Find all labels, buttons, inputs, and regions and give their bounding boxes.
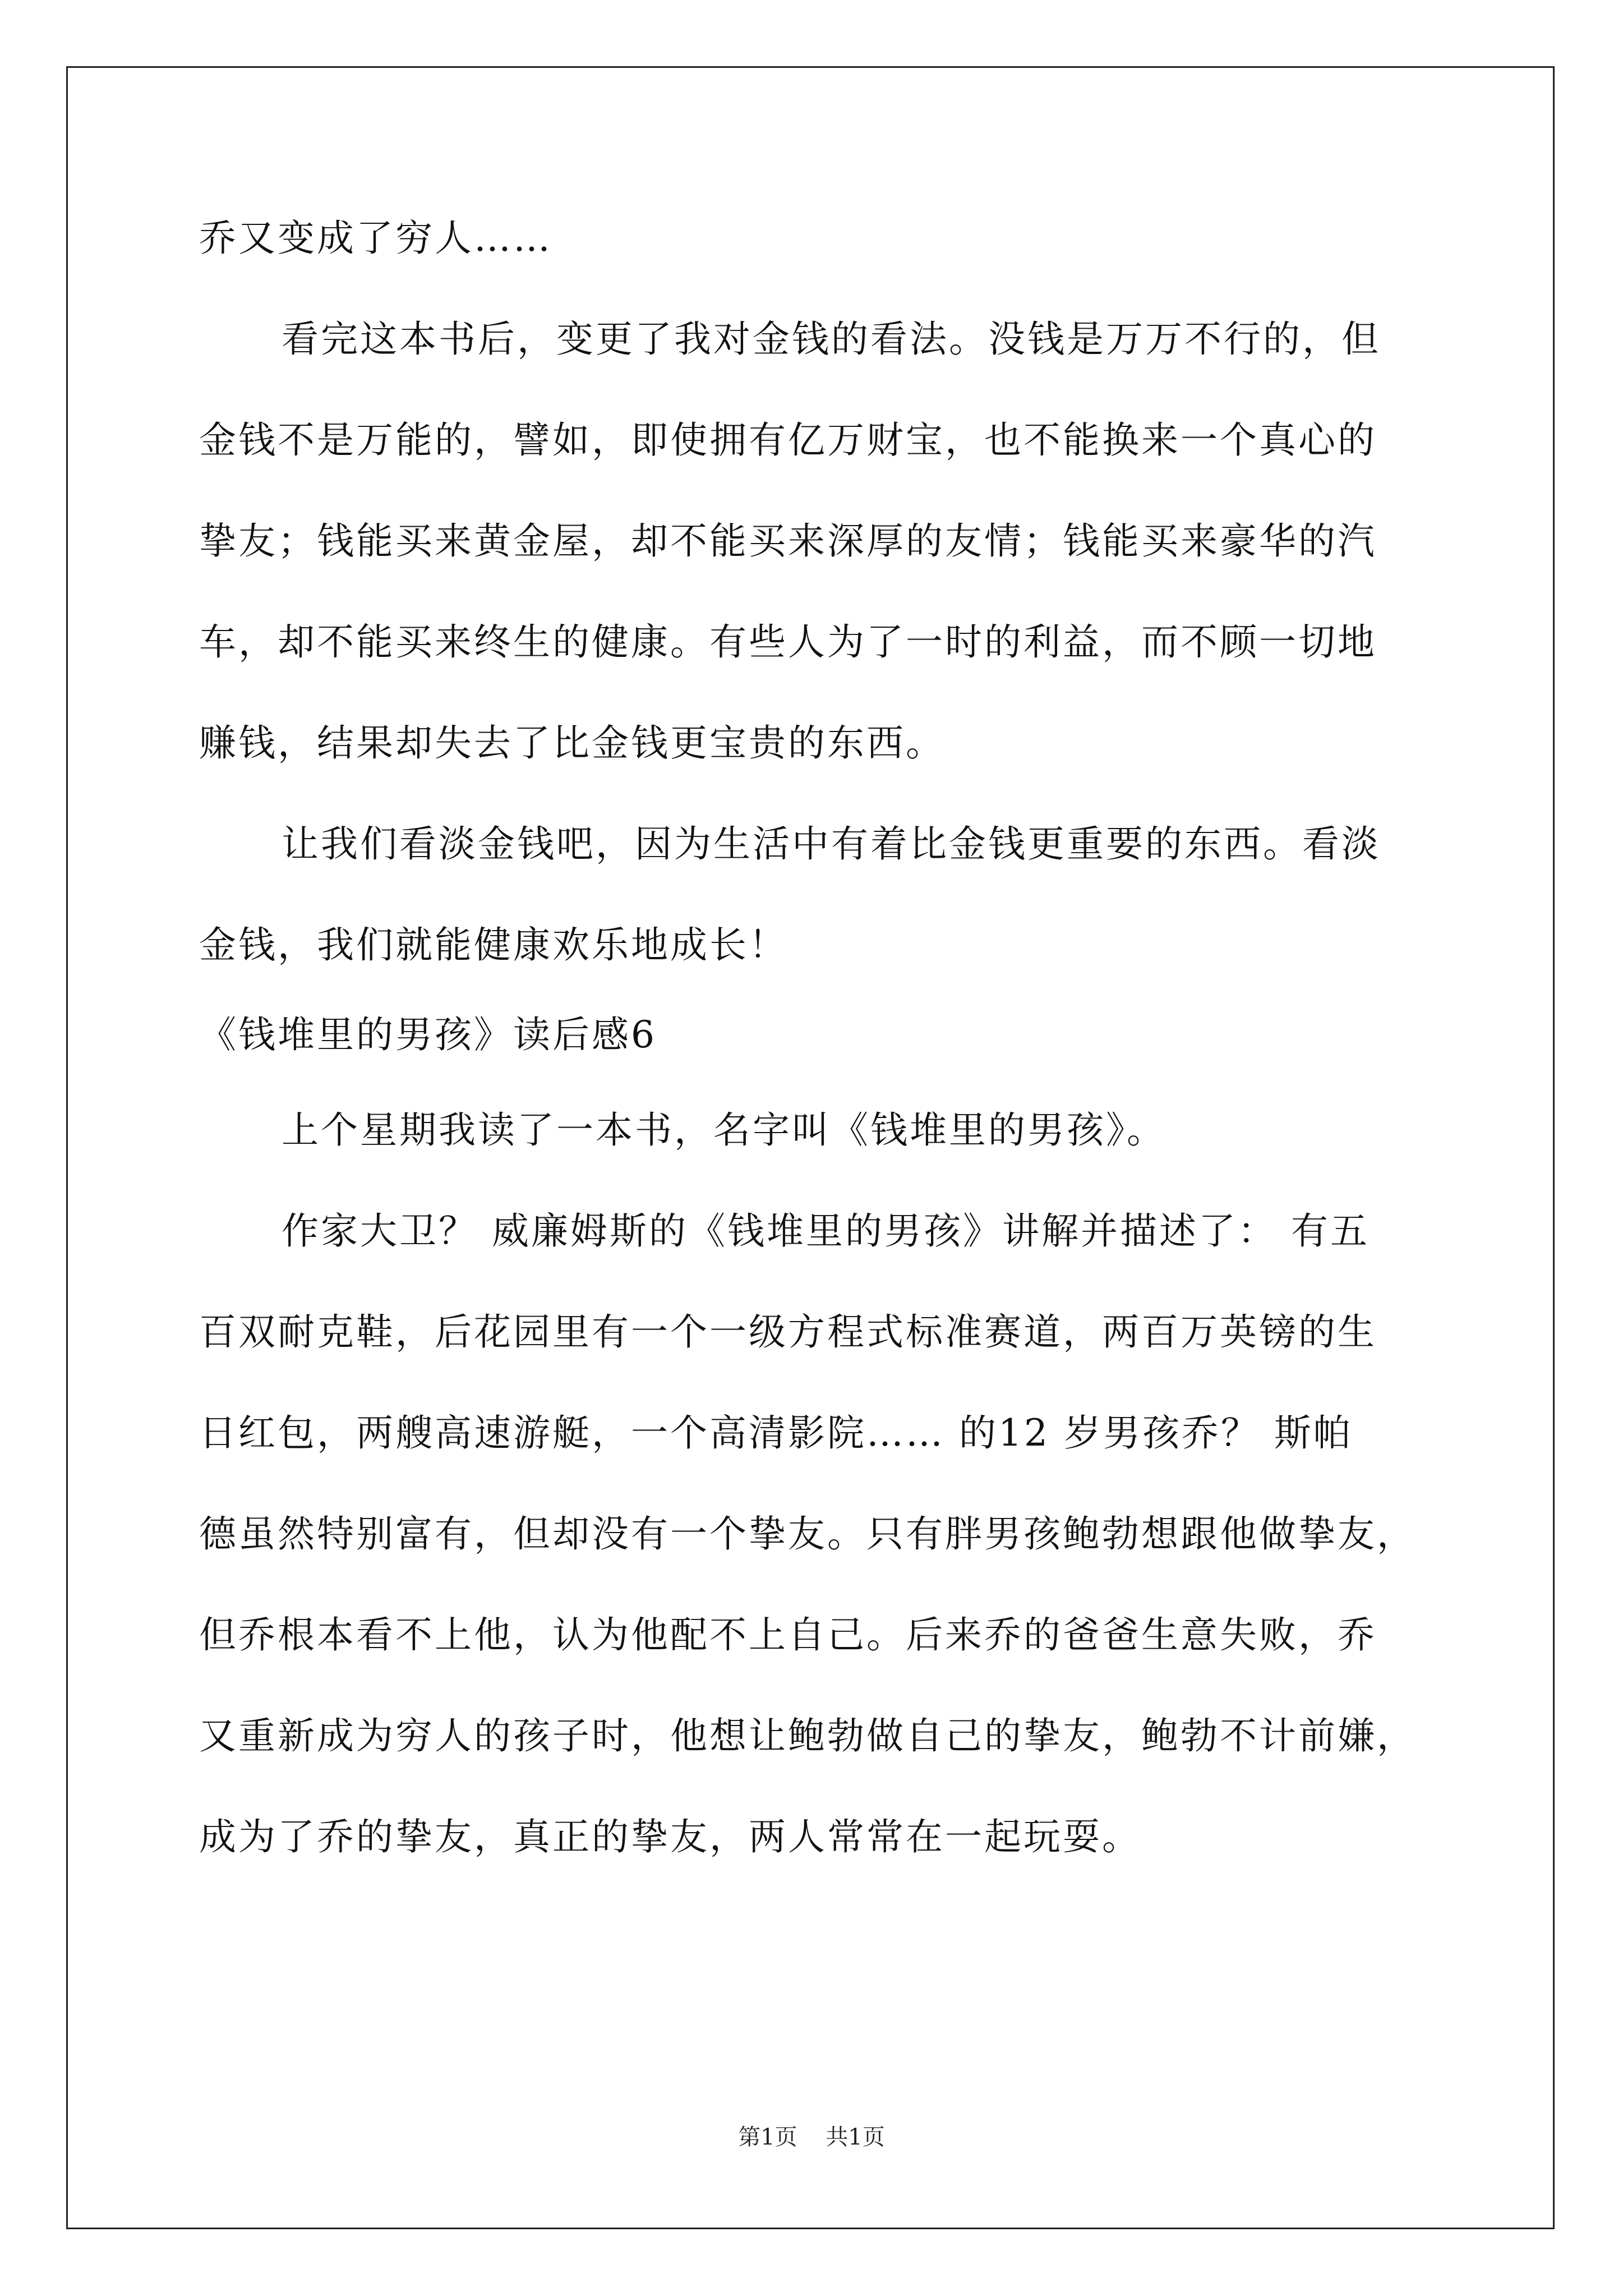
- paragraph-line: 上个星期我读了一本书，名字叫《钱堆里的男孩》。: [282, 1108, 1166, 1152]
- page-total: 共1页: [826, 2124, 885, 2150]
- paragraph-line: 车，却不能买来终生的健康。有些人为了一时的利益，而不顾一切地: [199, 620, 1377, 664]
- paragraph-line: 乔又变成了穷人……: [199, 217, 552, 260]
- section-heading: 《钱堆里的男孩》读后感6: [199, 1013, 657, 1056]
- paragraph-line: 又重新成为穷人的孩子时，他想让鲍勃做自己的挚友，鲍勃不计前嫌，: [199, 1714, 1416, 1757]
- paragraph-line: 赚钱，结果却失去了比金钱更宝贵的东西。: [199, 721, 945, 765]
- paragraph-line: 挚友；钱能买来黄金屋，却不能买来深厚的友情；钱能买来豪华的汽: [199, 519, 1377, 563]
- paragraph-line: 但乔根本看不上他，认为他配不上自己。后来乔的爸爸生意失败，乔: [199, 1613, 1377, 1657]
- page-number: 第1页: [738, 2124, 797, 2150]
- paragraph-line: 看完这本书后，变更了我对金钱的看法。没钱是万万不行的，但: [282, 318, 1381, 361]
- paragraph-line: 作家大卫？ 威廉姆斯的《钱堆里的男孩》讲解并描述了： 有五: [282, 1209, 1370, 1253]
- paragraph-line: 百双耐克鞋，后花园里有一个一级方程式标准赛道，两百万英镑的生: [199, 1310, 1377, 1354]
- paragraph-line: 日红包，两艘高速游艇，一个高清影院…… 的12 岁男孩乔？ 斯帕: [199, 1411, 1353, 1455]
- page-footer: [0, 2120, 1623, 2154]
- paragraph-line: 金钱不是万能的，譬如，即使拥有亿万财宝，也不能换来一个真心的: [199, 418, 1377, 462]
- paragraph-line: 金钱，我们就能健康欢乐地成长！: [199, 923, 788, 967]
- paragraph-line: 成为了乔的挚友，真正的挚友，两人常常在一起玩耍。: [199, 1815, 1141, 1858]
- paragraph-line: 德虽然特别富有，但却没有一个挚友。只有胖男孩鲍勃想跟他做挚友，: [199, 1512, 1416, 1556]
- paragraph-line: 让我们看淡金钱吧，因为生活中有着比金钱更重要的东西。看淡: [282, 822, 1381, 866]
